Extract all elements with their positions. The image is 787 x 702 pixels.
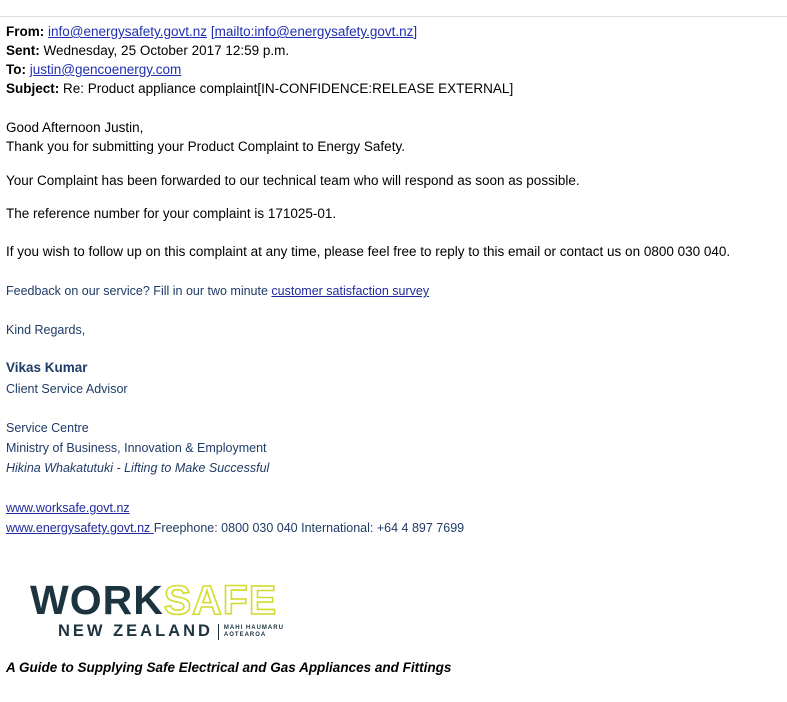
divider-line — [0, 16, 787, 17]
logo-work: WORK — [30, 577, 164, 623]
to-row — [6, 60, 181, 79]
worksafe-link[interactable]: www.worksafe.govt.nz — [6, 501, 130, 515]
sender-title: Client Service Advisor — [6, 382, 128, 396]
followup-text: If you wish to follow up on this complaint at any time, please feel free to reply to this email or contact us on 0800 030 040. — [6, 244, 731, 259]
subject-label: Subject: — [6, 81, 60, 96]
logo-subline — [30, 622, 284, 641]
logo-maori-line1: MAHI HAUMARU — [223, 624, 284, 631]
reference-text: The reference number for your complaint is 171025-01. — [6, 206, 337, 221]
guide-title: A Guide to Supplying Safe Electrical and Gas Appliances and Fittings — [6, 660, 452, 675]
logo-safe: SAFE — [163, 577, 278, 623]
sent-value: Wednesday, 25 October 2017 12:59 p.m. — [43, 43, 290, 58]
subject-row — [6, 79, 513, 98]
worksafe-link-row — [6, 499, 130, 517]
dept-text: Service Centre — [6, 421, 89, 435]
worksafe-logo — [30, 577, 284, 641]
logo-wordmark — [30, 577, 284, 623]
from-mailto-link[interactable]: [mailto:info@energysafety.govt.nz] — [210, 24, 418, 39]
survey-link[interactable]: customer satisfaction survey — [271, 284, 430, 298]
logo-new-zealand: NEW ZEALAND — [58, 622, 213, 640]
logo-maori-line2: AOTEAROA — [223, 631, 267, 638]
energysafety-row — [6, 519, 464, 537]
from-email-link[interactable]: info@energysafety.govt.nz — [48, 24, 208, 39]
from-row — [6, 22, 417, 41]
logo-maori-text — [224, 625, 284, 639]
forwarded-text: Your Complaint has been forwarded to our technical team who will respond as soon as possible. — [6, 173, 580, 188]
motto-text: Hikina Whakatutuki - Lifting to Make Successful — [6, 461, 270, 475]
sender-name: Vikas Kumar — [6, 360, 88, 375]
to-label: To: — [6, 62, 26, 77]
ministry-text: Ministry of Business, Innovation & Employment — [6, 441, 267, 455]
feedback-text: Feedback on our service? Fill in our two minute — [6, 284, 272, 298]
subject-value: Re: Product appliance complaint[IN-CONFIDENCE:RELEASE EXTERNAL] — [63, 81, 514, 96]
feedback-line — [6, 282, 429, 300]
from-label: From: — [6, 24, 45, 39]
thanks-text: Thank you for submitting your Product Complaint to Energy Safety. — [6, 139, 405, 154]
energysafety-link[interactable]: www.energysafety.govt.nz — [6, 521, 154, 535]
phone-text: Freephone: 0800 030 040 International: +64 4 897 7699 — [153, 521, 465, 535]
greeting: Good Afternoon Justin, — [6, 120, 144, 135]
logo-separator — [218, 624, 219, 640]
regards-text: Kind Regards, — [6, 323, 86, 337]
sent-row — [6, 41, 289, 60]
to-email-link[interactable]: justin@gencoenergy.com — [29, 62, 182, 77]
sent-label: Sent: — [6, 43, 40, 58]
